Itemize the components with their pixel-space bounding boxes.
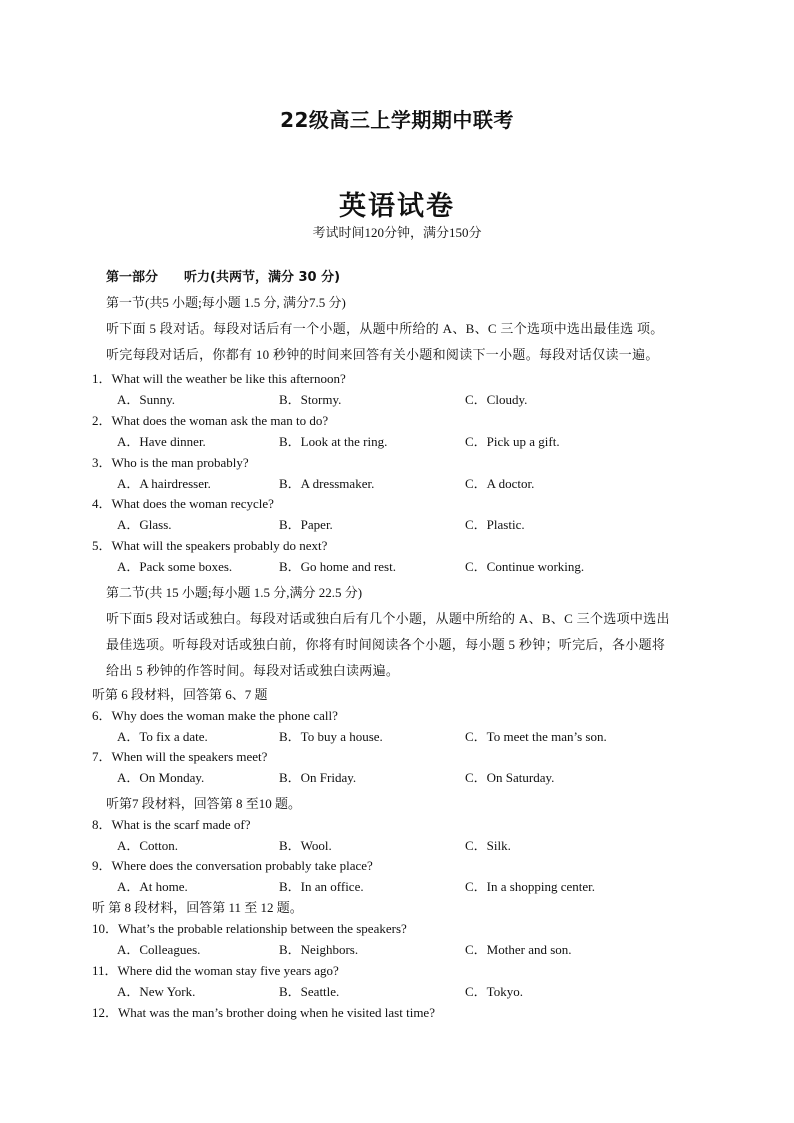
option-c: C．Continue working.	[465, 559, 585, 574]
instruction-line: 听下面 5 段对话。每段对话后有一个小题，从题中所给的 A、B、C 三个选项中选出最佳选 项。	[106, 321, 664, 336]
question-stem: 11．Where did the woman stay five years ago?	[92, 963, 339, 978]
option-c: C．Pick up a gift.	[465, 434, 560, 449]
option-c: C．To meet the man’s son.	[465, 729, 607, 744]
option-c: C．Cloudy.	[465, 392, 528, 407]
option-c: C．Plastic.	[465, 517, 525, 532]
part-heading	[106, 266, 340, 285]
question-stem: 2．What does the woman ask the man to do?	[92, 413, 329, 428]
instruction-line: 听完每段对话后，你都有 10 秒钟的时间来回答有关小题和阅读下一小题。每段对话仅读一遍。	[106, 347, 659, 362]
material-heading: 听第7 段材料，回答第 8 至10 题。	[106, 796, 302, 811]
option-a: A．Colleagues.	[117, 942, 201, 957]
option-c: C．A doctor.	[465, 476, 535, 491]
option-c: C．On Saturday.	[465, 770, 555, 785]
question-stem: 7．When will the speakers meet?	[92, 749, 268, 764]
question-stem: 3．Who is the man probably?	[92, 455, 249, 470]
option-b: B．Wool.	[279, 838, 332, 853]
option-b: B．Go home and rest.	[279, 559, 396, 574]
exam-title: 22级高三上学期期中联考	[280, 108, 514, 132]
instruction-line: 最佳选项。听每段对话或独白前，你将有时间阅读各个小题，每小题 5 秒钟；听完后，各小题将	[106, 637, 666, 652]
option-a: A．Cotton.	[117, 838, 179, 853]
option-a: A．Pack some boxes.	[117, 559, 233, 574]
instruction-line: 听下面5 段对话或独白。每段对话或独白后有几个小题，从题中所给的 A、B、C 三个选项中选出	[106, 611, 670, 626]
question-stem: 4．What does the woman recycle?	[92, 496, 274, 511]
option-c: C．Silk.	[465, 838, 511, 853]
question-stem: 12．What was the man’s brother doing when he visited last time?	[92, 1005, 435, 1020]
question-stem: 5．What will the speakers probably do next?	[92, 538, 328, 553]
part-title: 听力(共两节，满分 30 分)	[184, 270, 341, 285]
section-heading: 第二节(共 15 小题;每小题 1.5 分,满分 22.5 分)	[106, 585, 363, 600]
question-stem: 1．What will the weather be like this afternoon?	[92, 371, 346, 386]
option-b: B．Look at the ring.	[279, 434, 388, 449]
material-heading: 听第 6 段材料，回答第 6、7 题	[92, 687, 268, 702]
option-a: A．To fix a date.	[117, 729, 208, 744]
option-c: C．In a shopping center.	[465, 879, 595, 894]
material-heading: 听 第 8 段材料，回答第 11 至 12 题。	[92, 900, 303, 915]
option-a: A．A hairdresser.	[117, 476, 211, 491]
option-c: C．Tokyo.	[465, 984, 523, 999]
option-a: A．Glass.	[117, 517, 172, 532]
option-c: C．Mother and son.	[465, 942, 572, 957]
option-a: A．On Monday.	[117, 770, 205, 785]
option-b: B．In an office.	[279, 879, 364, 894]
question-stem: 10．What’s the probable relationship between the speakers?	[92, 921, 407, 936]
option-b: B．Seattle.	[279, 984, 340, 999]
option-a: A．Have dinner.	[117, 434, 206, 449]
question-stem: 9．Where does the conversation probably take place?	[92, 858, 373, 873]
instruction-line: 给出 5 秒钟的作答时间。每段对话或独白读两遍。	[106, 663, 400, 678]
option-b: B．On Friday.	[279, 770, 357, 785]
question-stem: 6．Why does the woman make the phone call?	[92, 708, 338, 723]
option-a: A．Sunny.	[117, 392, 176, 407]
option-b: B．A dressmaker.	[279, 476, 375, 491]
exam-info: 考试时间120分钟，满分150分	[312, 225, 482, 240]
option-a: A．New York.	[117, 984, 196, 999]
section-heading: 第一节(共5 小题;每小题 1.5 分, 满分7.5 分)	[106, 295, 346, 310]
option-b: B．Neighbors.	[279, 942, 359, 957]
option-b: B．To buy a house.	[279, 729, 383, 744]
question-stem: 8．What is the scarf made of?	[92, 817, 251, 832]
subject-title: 英语试卷	[339, 191, 455, 222]
part-label: 第一部分	[106, 270, 159, 285]
option-b: B．Paper.	[279, 517, 333, 532]
option-a: A．At home.	[117, 879, 188, 894]
option-b: B．Stormy.	[279, 392, 342, 407]
